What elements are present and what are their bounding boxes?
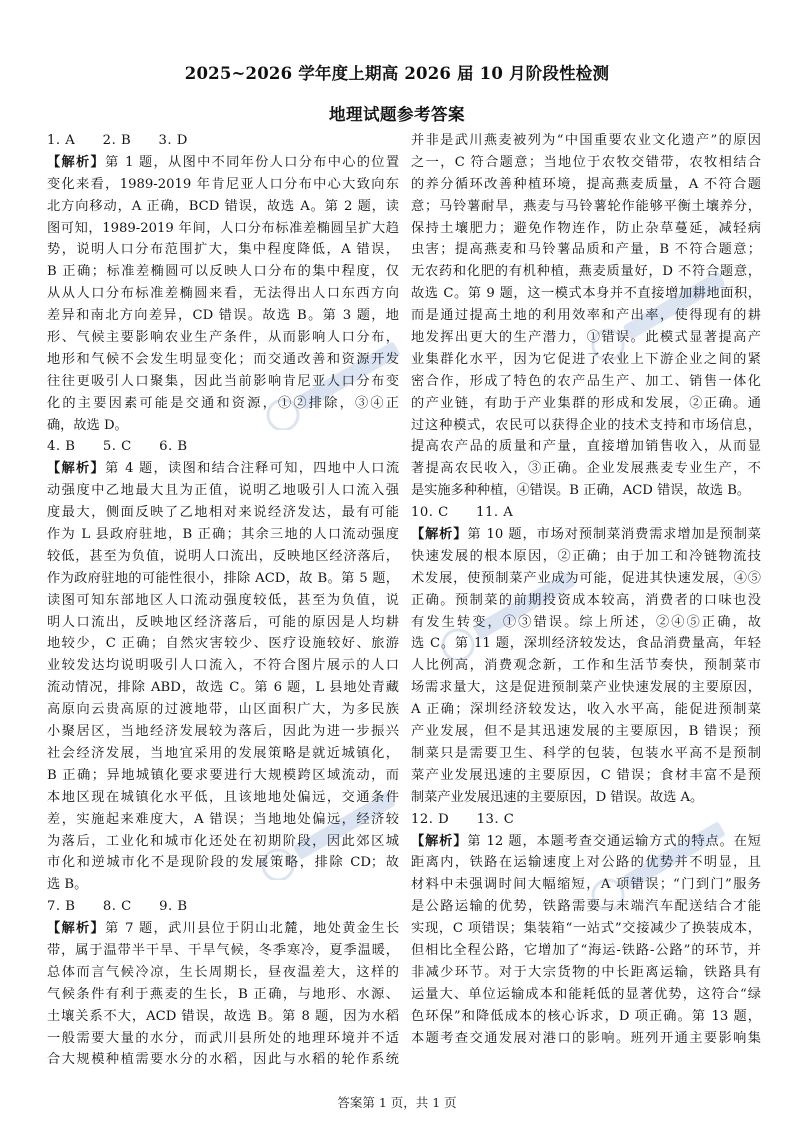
line-text: 地较少，C 正确；自然灾害较少、医疗设施较好、旅游 — [47, 636, 399, 652]
line-text: 快速发展的根本原因，②正确；由于加工和冷链物流技 — [411, 548, 761, 564]
line-text: 为落后，工业化和城市化还处在初期阶段，因此郊区城 — [47, 833, 399, 849]
explanation-line — [411, 174, 761, 196]
explanation-line — [411, 568, 761, 590]
line-text: 产业发展，但不是其迅速发展的主要原因，B 错误；预 — [411, 724, 761, 740]
line-text: 小聚居区，当地经济发展较为落后，因此为进一步振兴 — [47, 724, 399, 740]
line-text: 选 C。第 11 题，深圳经济较发达，食品消费量高，年轻 — [411, 636, 761, 652]
explanation-line — [411, 1028, 761, 1050]
explanation-line — [411, 371, 761, 393]
explanation-line — [411, 196, 761, 218]
explanation-line — [411, 327, 761, 349]
explanation-line — [411, 239, 761, 261]
explanation-line — [411, 984, 761, 1006]
line-text: 确，故选 D。 — [47, 417, 128, 433]
line-text: 7. B 8. C 9. B — [47, 899, 188, 915]
line-text: 合大规模种植需要水分的水稻，因此与水稻的轮作系统 — [47, 1052, 399, 1068]
line-text: 密合作，形成了特色的农产品生产、加工、销售一体化 — [411, 373, 761, 389]
line-text: 本地区现在城镇化水平低，且该地地处偏远，交通条件 — [47, 789, 399, 805]
left-column — [47, 130, 399, 1071]
explanation-line — [411, 130, 761, 152]
explanation-line — [411, 305, 761, 327]
explanation-line — [47, 480, 399, 502]
line-text: 流动情况，排除 ABD，故选 C。第 6 题，L 县地处青藏 — [47, 680, 399, 696]
line-text: 土壤关系不大，ACD 错误，故选 B。第 8 题，因为水稻 — [47, 1008, 399, 1024]
line-text: 选 B。 — [47, 877, 88, 893]
line-text: 有发生转变，①③错误。综上所述，②④⑤正确，故 — [411, 614, 761, 630]
explanation-line — [47, 546, 399, 568]
line-text: 色环保”和降低成本的核心诉求，D 项正确。第 13 题， — [411, 1008, 761, 1024]
answer-key-line — [47, 130, 399, 152]
answer-key-line — [47, 896, 399, 918]
answer-key-line — [411, 502, 761, 524]
explanation-line — [47, 655, 399, 677]
analysis-tag: 【解析】 — [411, 527, 468, 543]
line-text: A 正确；深圳经济较发达，收入水平高，能促进预制菜 — [411, 702, 761, 718]
line-text: 第 7 题，武川县位于阴山北麓，地处黄金生长 — [105, 921, 399, 937]
analysis-tag: 【解析】 — [411, 833, 468, 849]
explanation-line — [47, 918, 399, 940]
explanation-line — [47, 174, 399, 196]
line-text: 故选 C。第 9 题，这一模式本身并不直接增加耕地面积， — [411, 286, 761, 302]
line-text: 实现，C 项错误；集装箱“一站式”交接减少了换装成本， — [411, 921, 761, 937]
line-text: 之一，C 符合题意；当地位于农牧交错带，农牧相结合 — [411, 154, 761, 170]
line-text: 场需求量大，这是促进预制菜产业快速发展的主要原因， — [411, 680, 761, 696]
answer-key-line — [411, 809, 761, 831]
line-text: 菜产业发展迅速的主要原因，C 错误；食材丰富不是预 — [411, 767, 761, 783]
explanation-line — [411, 677, 761, 699]
explanation-line — [411, 283, 761, 305]
line-text: 但相比全程公路，它增加了“海运-铁路-公路”的环节，并 — [411, 942, 761, 958]
explanation-line — [411, 721, 761, 743]
explanation-line — [47, 590, 399, 612]
right-column — [411, 130, 761, 1049]
line-text: 4. B 5. C 6. B — [47, 439, 188, 455]
explanation-line — [47, 327, 399, 349]
line-text: 业较发达均说明吸引人口流入，不符合图片展示的人口 — [47, 658, 399, 674]
explanation-line — [47, 393, 399, 415]
explanation-line — [411, 1006, 761, 1028]
explanation-line — [47, 568, 399, 590]
explanation-line — [47, 305, 399, 327]
line-text: 地形和气候不会发生明显变化；而交通改善和资源开发 — [47, 351, 399, 367]
line-text: 带，属于温带半干旱、干旱气候，冬季寒冷，夏季温暖， — [47, 942, 399, 958]
line-text: 较低，甚至为负值，说明人口流出，反映地区经济落后， — [47, 548, 399, 564]
explanation-line — [47, 1049, 399, 1071]
line-text: 作为 L 县政府驻地，B 正确；其余三地的人口流动强度 — [47, 527, 399, 543]
line-text: 往往更吸引人口聚集，因此当前影响肯尼亚人口分布变 — [47, 373, 399, 389]
explanation-line — [47, 677, 399, 699]
analysis-tag: 【解析】 — [47, 921, 106, 937]
line-text: 是实施多种种植，④错误。B 正确，ACD 错误，故选 B。 — [411, 483, 751, 499]
line-text: 从从人口分布标准差椭圆来看，无法得出人口东西方向 — [47, 286, 399, 302]
explanation-line — [47, 196, 399, 218]
line-text: 无农药和化肥的有机种植，燕麦质量好，D 不符合题意， — [411, 264, 761, 280]
line-text: 材料中未强调时间大幅缩短，A 项错误；“门到门”服务 — [411, 877, 761, 893]
explanation-line — [47, 524, 399, 546]
explanation-line — [47, 940, 399, 962]
line-text: 虫害；提高燕麦和马铃薯品质和产量，B 不符合题意； — [411, 242, 761, 258]
line-text: 明人口流出，反映地区经济落后，可能的原因是人均耕 — [47, 614, 399, 630]
explanation-line — [47, 283, 399, 305]
analysis-tag: 【解析】 — [47, 461, 106, 477]
explanation-line — [411, 152, 761, 174]
explanation-line — [47, 765, 399, 787]
line-text: 高原向云贵高原的过渡地带，山区面积广大，为多民族 — [47, 702, 399, 718]
line-text: 读图可知东部地区人口流动强度较低，甚至为负值，说 — [47, 592, 399, 608]
line-text: 差，实施起来难度大，A 错误；当地地处偏远，经济较 — [47, 811, 399, 827]
line-text: 总体而言气候冷凉，生长周期长，昼夜温差大，这样的 — [47, 964, 399, 980]
explanation-line — [47, 984, 399, 1006]
line-text: 社会经济发展，当地宜采用的发展策略是就近城镇化， — [47, 745, 399, 761]
line-text: 并非是武川燕麦被列为“中国重要农业文化遗产”的原因 — [411, 133, 761, 148]
line-text: 非减少环节。对于大宗货物的中长距离运输，铁路具有 — [411, 964, 761, 980]
line-text: 著提高农民收入，③正确。企业发展燕麦专业生产，不 — [411, 461, 761, 477]
explanation-line — [411, 393, 761, 415]
explanation-line — [411, 655, 761, 677]
line-text: 业集群化水平，因为它促进了农业上下游企业之间的紧 — [411, 351, 761, 367]
line-text: 市化和逆城市化不是现阶段的发展策略，排除 CD；故 — [47, 855, 399, 871]
explanation-line — [411, 787, 761, 809]
line-text: 制菜只是需要卫生、科学的包装，包装水平高不是预制 — [411, 745, 761, 761]
explanation-line — [47, 721, 399, 743]
explanation-line — [411, 590, 761, 612]
explanation-line — [411, 874, 761, 896]
explanation-line — [411, 765, 761, 787]
line-text: 意；马铃薯耐旱，燕麦与马铃薯轮作能够平衡土壤养分， — [411, 198, 761, 214]
line-text: 1. A 2. B 3. D — [47, 133, 188, 148]
explanation-line — [47, 612, 399, 634]
explanation-line — [47, 852, 399, 874]
explanation-line — [47, 261, 399, 283]
explanation-line — [47, 349, 399, 371]
explanation-line — [411, 699, 761, 721]
line-text: 一般需要大量的水分，而武川县所处的地理环境并不适 — [47, 1030, 399, 1046]
explanation-line — [47, 415, 399, 437]
line-text: 第 10 题，市场对预制菜消费需求增加是预制菜 — [467, 527, 761, 543]
explanation-line — [411, 940, 761, 962]
line-text: 是公路运输的优势，铁路需要与末端汽车配送结合才能 — [411, 899, 761, 915]
line-text: 的养分循环改善种植环境，提高燕麦质量，A 不符合题 — [411, 176, 761, 192]
explanation-line — [47, 874, 399, 896]
explanation-line — [411, 436, 761, 458]
line-text: 第 4 题，读图和结合注释可知，四地中人口流 — [105, 461, 399, 477]
explanation-line — [411, 743, 761, 765]
line-text: 变化来看，1989-2019 年肯尼亚人口分布中心大致向东 — [47, 176, 399, 192]
line-text: B 正确；标准差椭圆可以反映人口分布的集中程度，仅 — [47, 264, 399, 280]
explanation-line — [411, 261, 761, 283]
line-text: 12. D 13. C — [411, 811, 515, 827]
explanation-line — [47, 831, 399, 853]
line-text: 过这种模式，农民可以获得企业的技术支持和市场信息， — [411, 417, 761, 433]
explanation-line — [411, 524, 761, 546]
line-text: 地发挥出更大的生产潜力，①错误。此模式显著提高产 — [411, 330, 761, 346]
explanation-line — [47, 152, 399, 174]
line-text: 保持土壤肥力；避免作物连作，防止杂草蔓延，减轻病 — [411, 220, 761, 236]
explanation-line — [47, 239, 399, 261]
line-text: 差异和南北方向差异，CD 错误。故选 B。第 3 题，地 — [47, 308, 399, 324]
line-text: 术发展，使预制菜产业成为可能，促进其快速发展，④⑤ — [411, 570, 761, 586]
page-footer: 答案第 1 页，共 1 页 — [337, 1095, 457, 1110]
line-text: 而是通过提高土地的利用效率和产出率，使得现有的耕 — [411, 308, 761, 324]
line-text: 10. C 11. A — [411, 505, 514, 521]
line-text: 北方向移动，A 正确，BCD 错误，故选 A。第 2 题，读 — [47, 198, 399, 214]
explanation-line — [411, 831, 761, 853]
explanation-line — [47, 1006, 399, 1028]
line-text: 制菜产业发展迅速的主要原因，D 错误。故选 A。 — [411, 789, 704, 805]
explanation-line — [47, 218, 399, 240]
explanation-line — [47, 809, 399, 831]
explanation-line — [47, 502, 399, 524]
line-text: 人比例高，消费观念新，工作和生活节奏快，预制菜市 — [411, 658, 761, 674]
explanation-line — [411, 852, 761, 874]
line-text: 运量大、单位运输成本和能耗低的显著优势，这符合“绿 — [411, 986, 761, 1002]
document-title: 2025~2026 学年度上期高 2026 届 10 月阶段性检测 — [184, 64, 610, 83]
explanation-line — [411, 546, 761, 568]
line-text: 化的主要因素可能是交通和资源，①②排除，③④正 — [47, 395, 399, 411]
explanation-line — [47, 699, 399, 721]
line-text: 第 1 题，从图中不同年份人口分布中心的位置 — [105, 154, 399, 170]
line-text: 提高农产品的质量和产量，直接增加销售收入，从而显 — [411, 439, 761, 455]
explanation-line — [411, 962, 761, 984]
line-text: 作为政府驻地的可能性很小，排除 ACD，故 B。第 5 题， — [47, 570, 399, 586]
line-text: 势，说明人口分布范围扩大，集中程度降低，A 错误， — [47, 242, 399, 258]
explanation-line — [411, 633, 761, 655]
explanation-line — [411, 480, 761, 502]
explanation-line — [411, 918, 761, 940]
explanation-line — [47, 371, 399, 393]
line-text: B 正确；异地城镇化要求要进行大规模跨区域流动，而 — [47, 767, 399, 783]
explanation-line — [411, 612, 761, 634]
line-text: 的产业链，有助于产业集群的形成和发展，②正确。通 — [411, 395, 761, 411]
line-text: 本题考查交通发展对港口的影响。班列开通主要影响集 — [411, 1030, 761, 1046]
explanation-line — [411, 458, 761, 480]
line-text: 距离内，铁路在运输速度上对公路的优势并不明显，且 — [411, 855, 761, 871]
explanation-line — [411, 218, 761, 240]
document-subtitle: 地理试题参考答案 — [329, 105, 465, 124]
line-text: 度最大，侧面反映了乙地相对来说经济发达，最有可能 — [47, 505, 399, 521]
line-text: 动强度中乙地最大且为正值，说明乙地吸引人口流入强 — [47, 483, 399, 499]
explanation-line — [47, 962, 399, 984]
line-text: 第 12 题，本题考查交通运输方式的特点。在短 — [467, 833, 761, 849]
explanation-line — [47, 787, 399, 809]
line-text: 图可知，1989-2019 年间，人口分布标准差椭圆呈扩大趋 — [47, 220, 399, 236]
line-text: 气候条件有利于燕麦的生长，B 正确，与地形、水源、 — [47, 986, 399, 1002]
explanation-line — [411, 896, 761, 918]
analysis-tag: 【解析】 — [47, 154, 106, 170]
explanation-line — [47, 743, 399, 765]
explanation-line — [411, 415, 761, 437]
explanation-line — [47, 633, 399, 655]
explanation-line — [47, 1028, 399, 1050]
line-text: 形、气候主要影响农业生产条件，从而影响人口分布， — [47, 330, 399, 346]
line-text: 正确。预制菜的前期投资成本较高，消费者的口味也没 — [411, 592, 761, 608]
explanation-line — [47, 458, 399, 480]
answer-key-line — [47, 436, 399, 458]
explanation-line — [411, 349, 761, 371]
